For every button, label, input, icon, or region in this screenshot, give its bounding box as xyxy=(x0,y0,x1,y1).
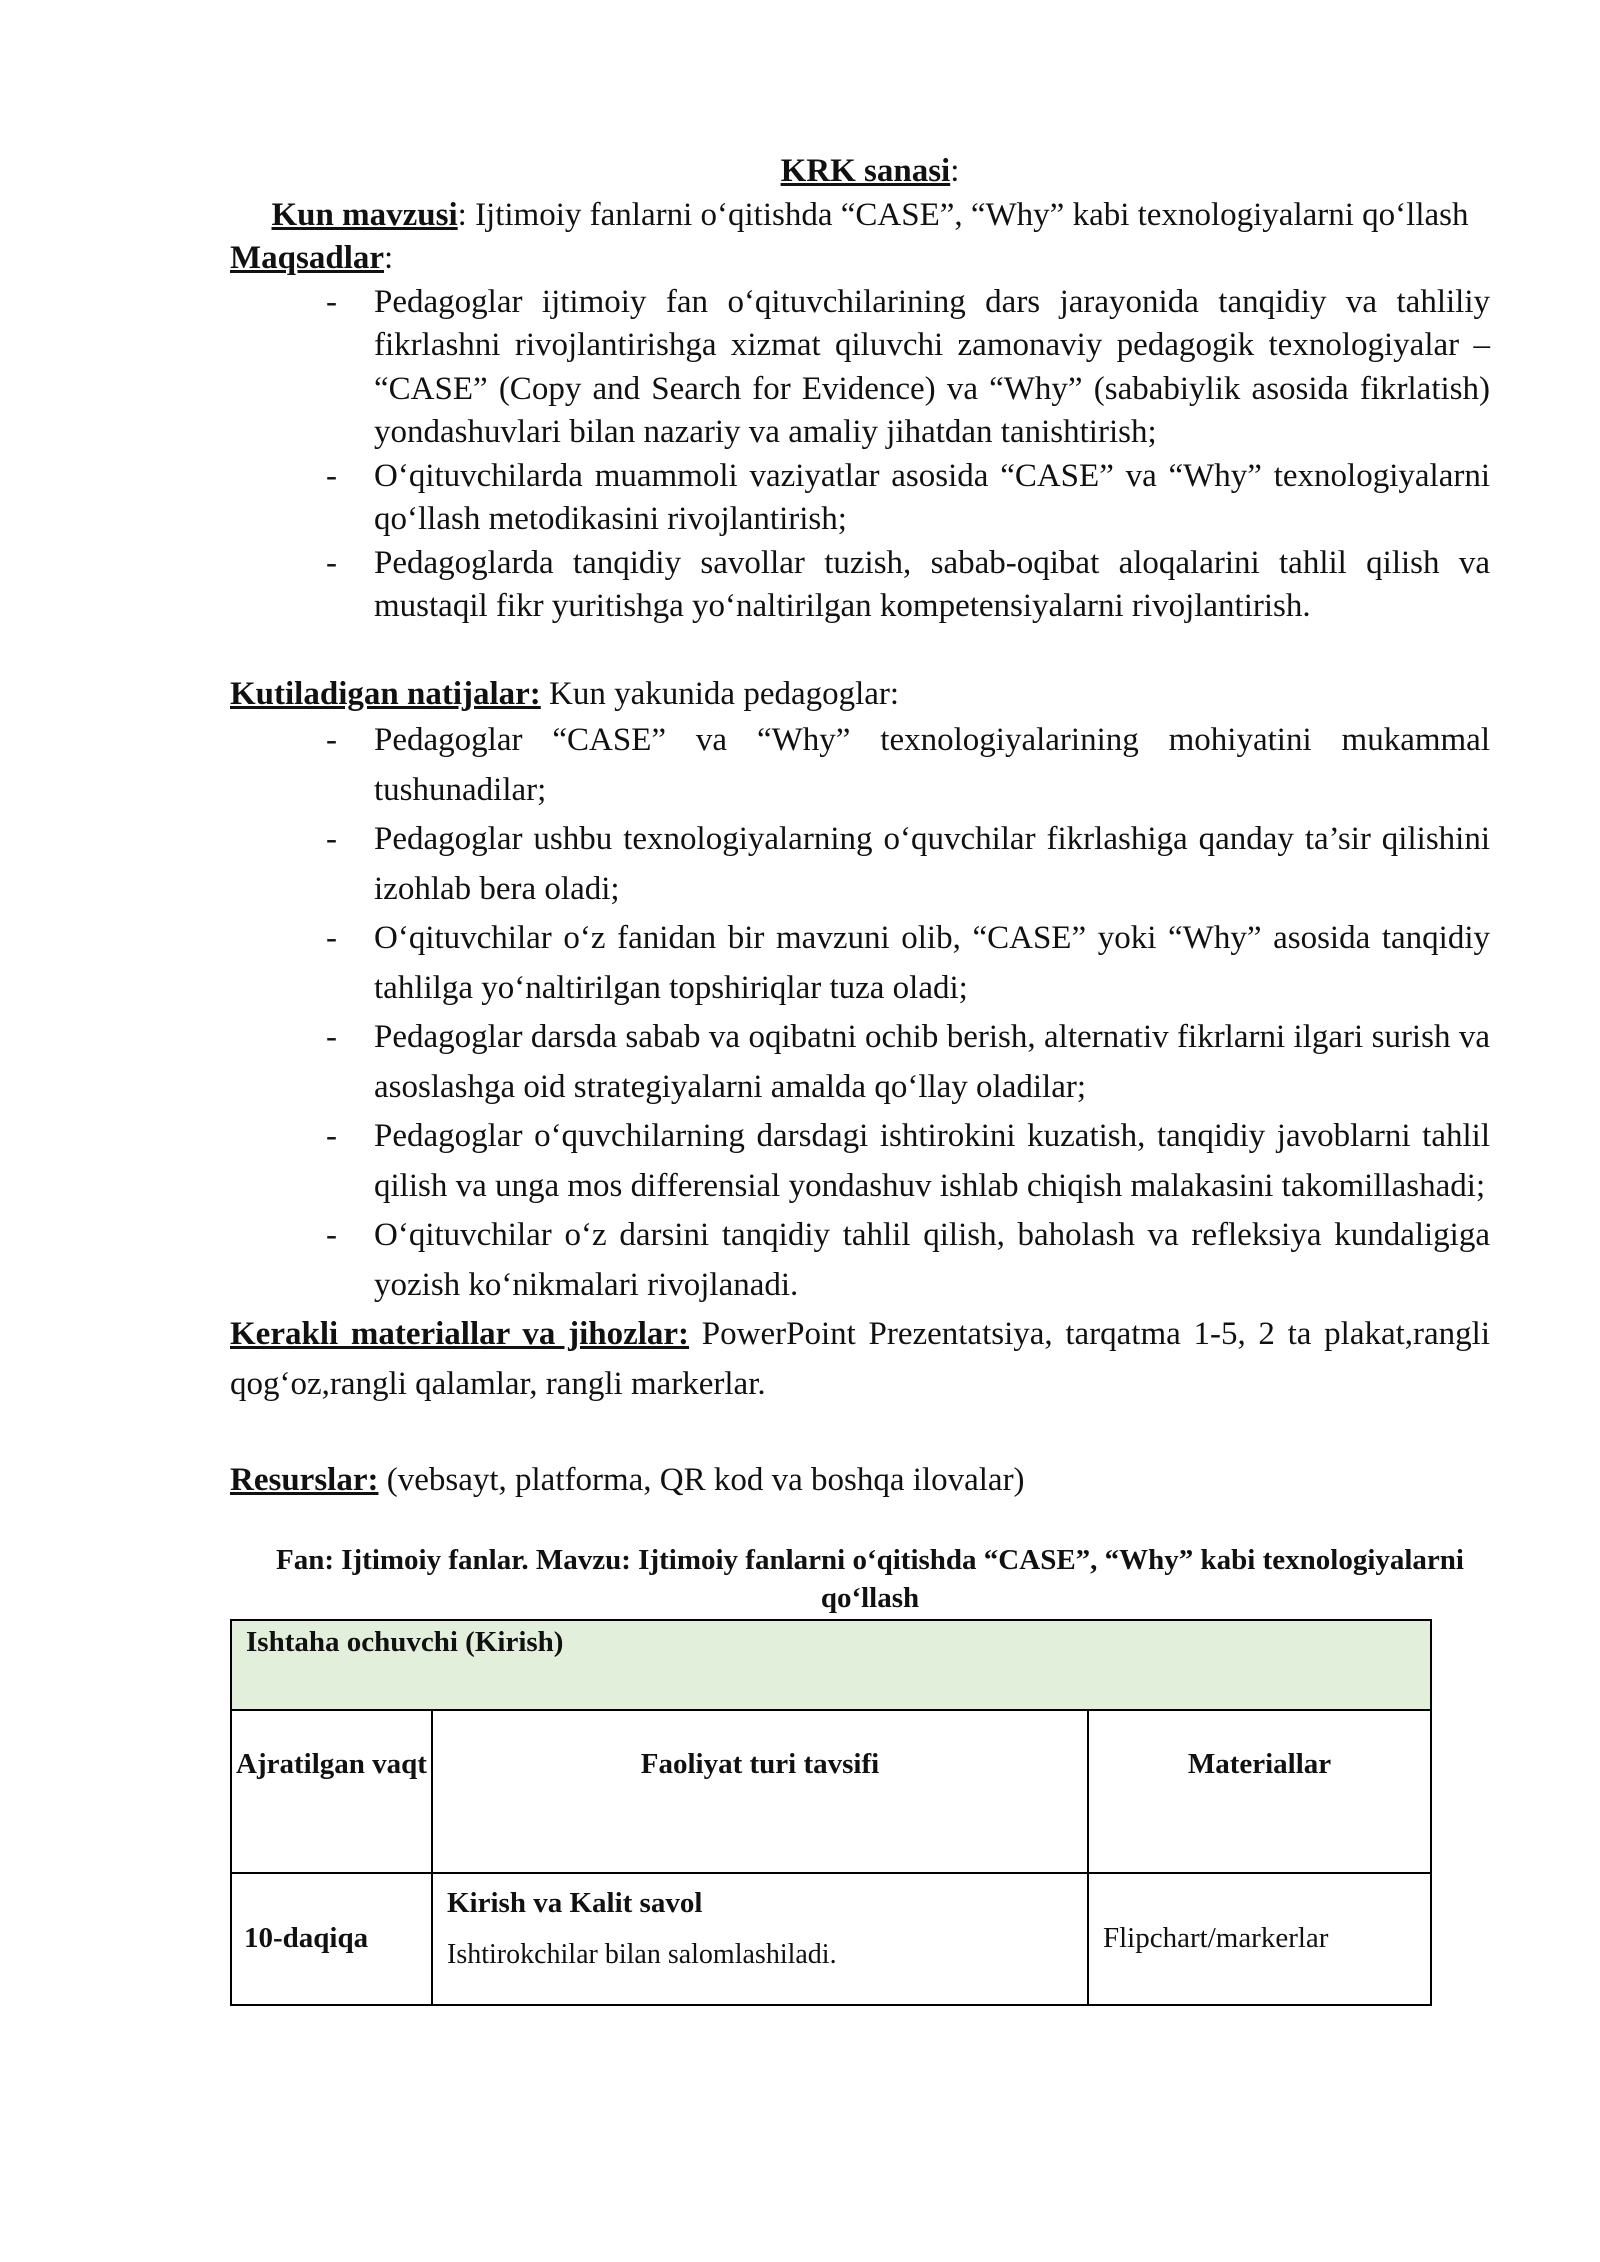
cell-materials: Flipchart/markerlar xyxy=(1088,1873,1431,2005)
resources-text: (vebsayt, platforma, QR kod va boshqa ilovalar) xyxy=(386,1462,1025,1498)
outcome-item: - O‘qituvchilar o‘z fanidan bir mavzuni olib, “CASE” yoki “Why” asosida tanqidiy tahlilga yo‘naltirilgan topshiriqlar tuza oladi; xyxy=(374,914,1510,1013)
cell-activity xyxy=(432,1873,1088,2005)
goals-heading: Maqsadlar: xyxy=(230,240,394,276)
goals-label: Maqsadlar xyxy=(230,240,385,276)
activity-text: Ishtirokchilar bilan salomlashiladi. xyxy=(447,1938,837,1970)
outcome-item: - Pedagoglar darsda sabab va oqibatni ochib berish, alternativ fikrlarni ilgari surish va asoslashga oid strategiyalarni amalda qo‘llay oladilar; xyxy=(374,1013,1510,1112)
outcome-item: - Pedagoglar o‘quvchilarning darsdagi ishtirokini kuzatish, tanqidiy javoblarni tahlil qilish va unga mos differensial yondashuv ishlab chiqish malakasini takomillashadi; xyxy=(374,1112,1510,1211)
outcomes-intro: Kun yakunida pedagoglar: xyxy=(549,675,900,712)
column-header-row xyxy=(231,1710,1431,1873)
cell-time: 10-daqiqa xyxy=(231,1873,432,2005)
outcomes-label: Kutiladigan natijalar: xyxy=(230,675,541,712)
document-body xyxy=(230,150,1510,2006)
outcome-item: - Pedagoglar “CASE” va “Why” texnologiyalarining mohiyatini mukammal tushunadilar; xyxy=(374,716,1510,815)
outcomes-list xyxy=(230,716,1510,1310)
materials-label: Kerakli materiallar va jihozlar: xyxy=(230,1316,690,1352)
topic-text: Ijtimoiy fanlarni o‘qitishda “CASE”, “Why” kabi texnologiyalarni qo‘llash xyxy=(475,196,1469,233)
column-header-materials: Materiallar xyxy=(1088,1710,1431,1873)
outcomes-heading xyxy=(230,673,1510,717)
topic-line: Kun mavzusi: Ijtimoiy fanlarni o‘qitishda “CASE”, “Why” kabi texnologiyalarni qo‘llash xyxy=(271,196,1469,233)
section-header: Ishtaha ochuvchi (Kirish) xyxy=(231,1620,1431,1710)
outcome-item: - O‘qituvchilar o‘z darsini tanqidiy tahlil qilish, baholash va refleksiya kundaligiga yozish ko‘nikmalari rivojlanadi. xyxy=(374,1211,1510,1310)
activity-title: Kirish va Kalit savol xyxy=(447,1886,703,1919)
section-header-row xyxy=(231,1620,1431,1710)
column-header-time: Ajratilgan vaqt xyxy=(231,1710,432,1873)
materials-text: PowerPoint Prezentatsiya, tarqatma 1-5, 2 ta plakat,rangli qog‘oz,rangli qalamlar, rangli markerlar. xyxy=(230,1316,1491,1402)
column-header-activity: Faoliyat turi tavsifi xyxy=(432,1710,1088,1873)
table-title: Fan: Ijtimoiy fanlar. Mavzu: Ijtimoiy fanlarni o‘qitishda “CASE”, “Why” kabi texnologiyalarni qo‘llash xyxy=(275,1543,1464,1614)
date-label: KRK sanasi xyxy=(780,153,951,189)
materials-paragraph xyxy=(230,1310,1510,1409)
table-row xyxy=(231,1873,1431,2005)
resources-label: Resurslar: xyxy=(230,1462,379,1498)
goal-item: - Pedagoglarda tanqidiy savollar tuzish, sabab-oqibat aloqalarini tahlil qilish va mustaqil fikr yuritishga yo‘naltirilgan kompetensiyalarni rivojlantirish. xyxy=(374,542,1510,629)
topic-label: Kun mavzusi xyxy=(271,196,458,233)
date-line: KRK sanasi: xyxy=(780,153,960,189)
goal-item: - Pedagoglar ijtimoiy fan o‘qituvchilarining dars jarayonida tanqidiy va tahliliy fikrlashni rivojlantirishga xizmat qiluvchi zamonaviy pedagogik texnologiyalar – “CASE” (Copy and Search for Evidence) va “Why” (sababiylik asosida fikrlatish) yondashuvlari bilan nazariy va amaliy jihatdan tanishtirish; xyxy=(374,281,1510,455)
goals-list xyxy=(230,281,1510,629)
outcome-item: - Pedagoglar ushbu texnologiyalarning o‘quvchilar fikrlashiga qanday ta’sir qilishini izohlab bera oladi; xyxy=(374,815,1510,914)
lesson-plan-table xyxy=(230,1619,1432,2006)
goal-item: - O‘qituvchilarda muammoli vaziyatlar asosida “CASE” va “Why” texnologiyalarni qo‘llash metodikasini rivojlantirish; xyxy=(374,455,1510,542)
resources-paragraph xyxy=(230,1459,1510,1503)
